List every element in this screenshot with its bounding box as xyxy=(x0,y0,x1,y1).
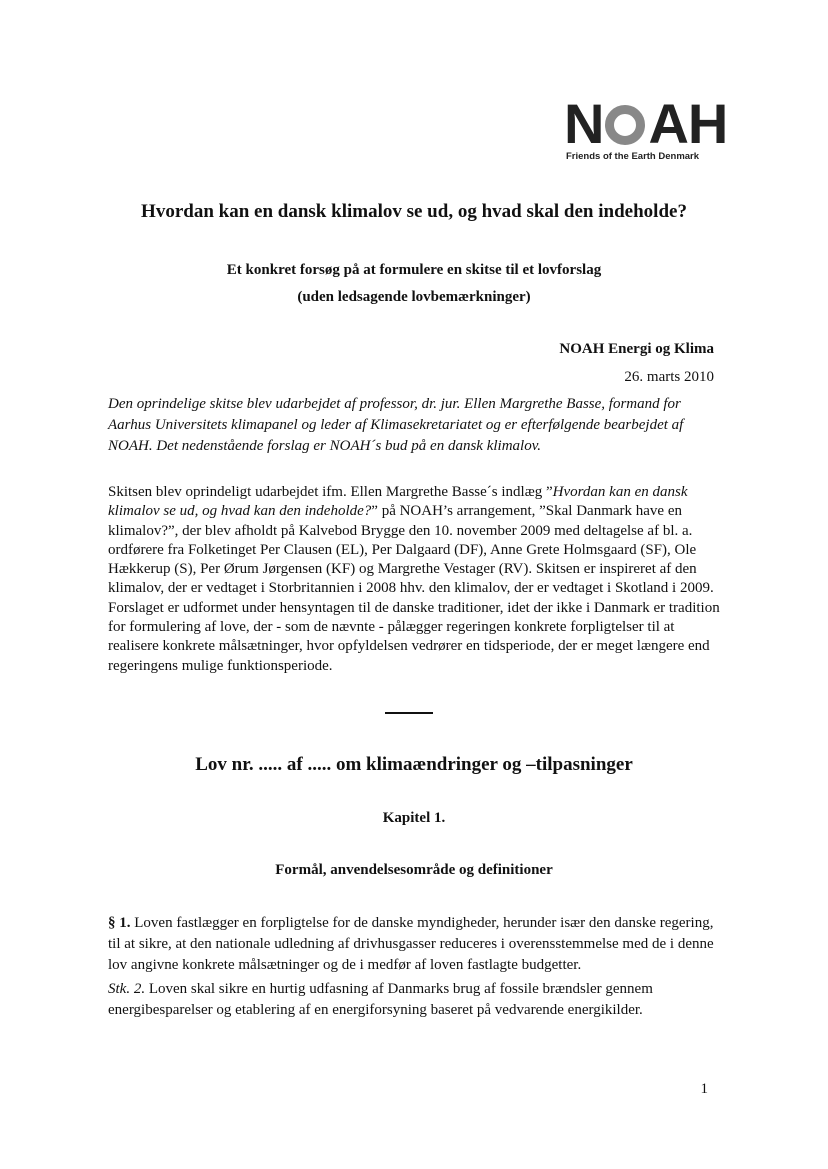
stk-2-label: Stk. 2. xyxy=(108,981,146,997)
document-date: 26. marts 2010 xyxy=(624,369,714,385)
document-title: Hvordan kan en dansk klimalov se ud, og hvad skal den indeholde? xyxy=(141,201,687,222)
section-divider xyxy=(385,712,433,714)
paragraph-text-1: Skitsen blev oprindeligt udarbejdet ifm. Ellen Margrethe Basse´s indlæg ” xyxy=(108,484,553,500)
section-1-stk-2 xyxy=(108,979,722,1021)
subtitle-line-2: (uden ledsagende lovbemærkninger) xyxy=(297,289,531,305)
paragraph-italic-title: Hvordan kan en dansk klimalov se ud, og hvad kan den indeholde? xyxy=(108,484,688,520)
noah-logo xyxy=(560,92,740,168)
chapter-heading: Kapitel 1. xyxy=(382,810,446,826)
stk-2-text: Loven skal sikre en hurtig udfasning af Danmarks brug af fossile brændsler gennem energibesparelser og etablering af en energiforsyning baseret på vedvarende energikilder. xyxy=(108,981,653,1018)
logo-letter-n: N xyxy=(564,92,604,155)
law-title: Lov nr. ..... af ..... om klimaændringer og –tilpasninger xyxy=(195,754,633,775)
background-paragraph xyxy=(108,483,722,676)
logo-tagline: Friends of the Earth Denmark xyxy=(566,151,700,162)
subtitle-line-1: Et konkret forsøg på at formulere en skitse til et lovforslag xyxy=(226,262,602,278)
section-1-label: § 1. xyxy=(108,915,131,931)
logo-letters-ah: AH xyxy=(648,92,728,155)
intro-note: Den oprindelige skitse blev udarbejdet af professor, dr. jur. Ellen Margrethe Basse, formand for Aarhus Universitets klimapanel og leder af Klimasekretariatet og er efterfølgende bearbejdet af NOAH. Det nedenstående forslag er NOAH´s bud på en dansk klimalov. xyxy=(108,396,684,454)
section-1-text: Loven fastlægger en forpligtelse for de danske myndigheder, herunder især den danske regering, til at sikre, at den nationale udledning af drivhusgasser reduceres i overensstemmelse med de i denne lov angivne konkrete målsætninger og de i medfør af loven fastlagte budgetter. xyxy=(108,915,714,973)
logo-wordmark xyxy=(564,92,728,155)
paragraph-text-2: ” på NOAH’s arrangement, ”Skal Danmark have en klimalov?”, der blev afholdt på Kalvebod Brygge den 10. november 2009 med deltagelse af bl. a. ordførere fra Folketinget Per Clausen (EL), Per Dalgaard (DF), Anne Grete Holmsgaard (SF), Ole Hækkerup (S), Per Ørum Jørgensen (KF) og Margrethe Vestager (RV). Skitsen er inspireret af den klimalov, der er vedtaget i Storbritannien i 2008 hhv. den klimalov, der er vedtaget i Skotland i 2009. Forslaget er udformet under hensyntagen til de danske traditioner, idet der ikke i Danmark er tradition for formulering af love, der - som de nævnte - pålægger regeringen konkrete forpligtelser til at realisere konkrete målsætninger, hvor opfyldelsen vedrører en tidsperiode, der er meget længere end regeringens mulige funktionsperiode. xyxy=(108,503,720,674)
organization: NOAH Energi og Klima xyxy=(559,341,714,357)
section-1 xyxy=(108,913,722,976)
chapter-subtitle: Formål, anvendelsesområde og definitioner xyxy=(275,862,553,878)
logo-ring-icon xyxy=(605,105,645,145)
page-number: 1 xyxy=(700,1081,708,1097)
